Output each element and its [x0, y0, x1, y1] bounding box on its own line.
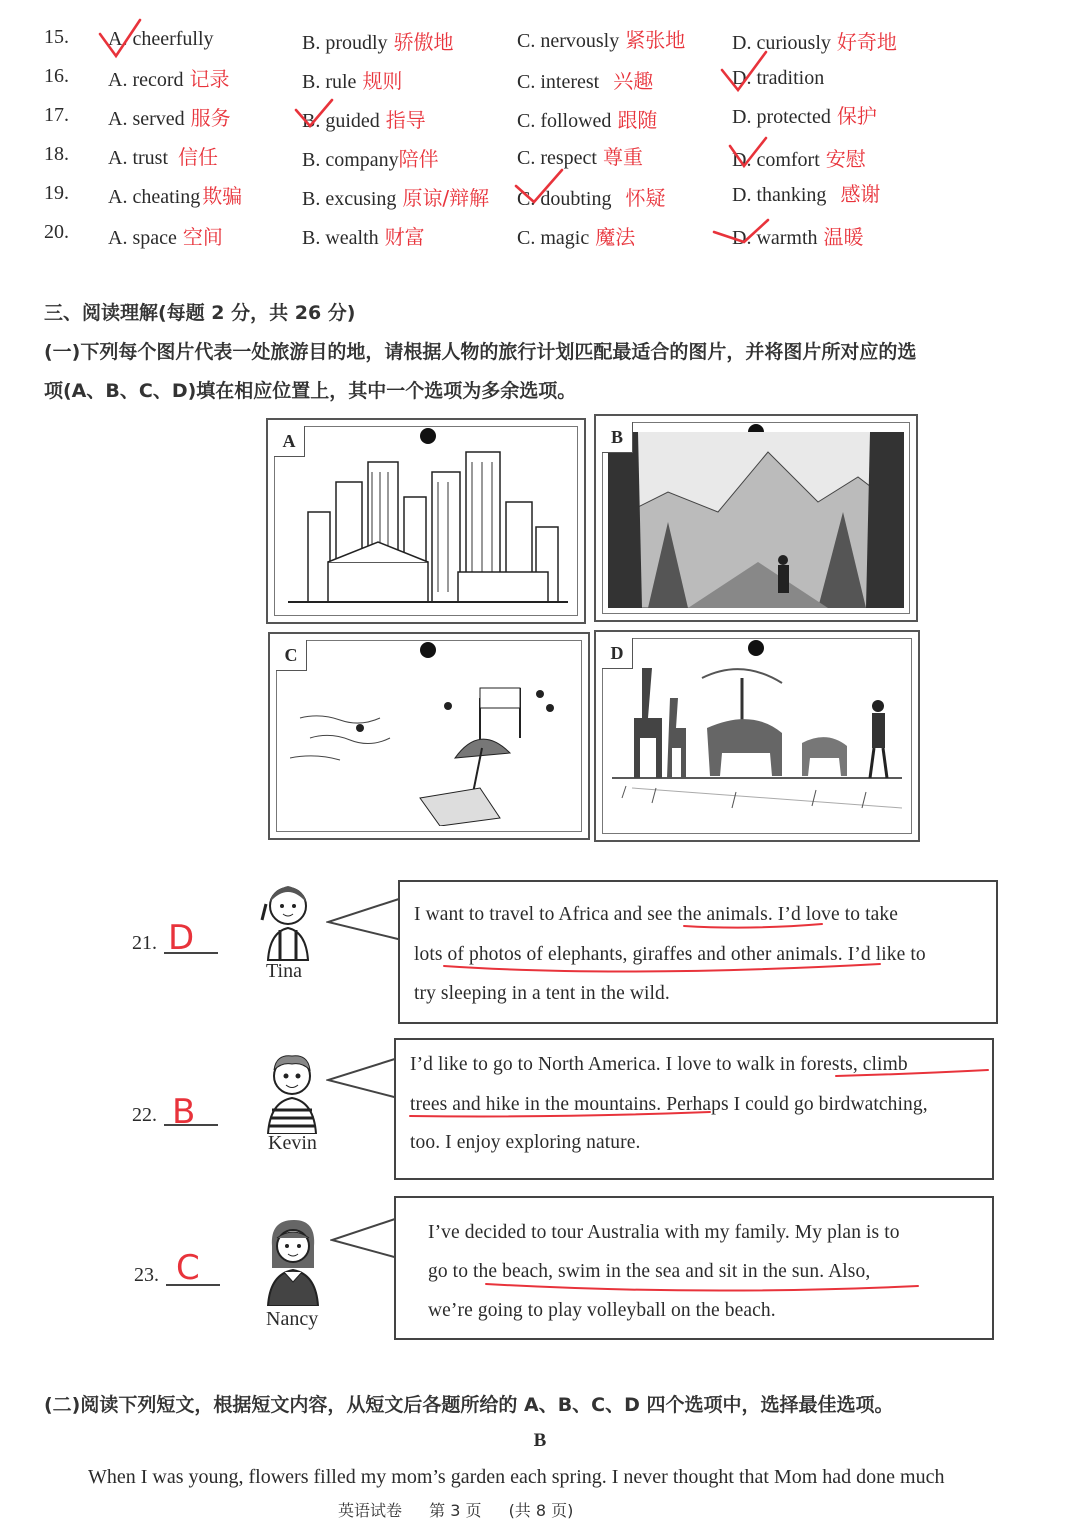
passage-title: B [533, 1430, 547, 1451]
person-name: Nancy [266, 1308, 319, 1330]
instruction-line: 项(A、B、C、D)填在相应位置上，其中一个选项为多余选项。 [44, 380, 577, 402]
bubble-text: trees and hike in the mountains. Perhaps I could go birdwatching, [410, 1094, 928, 1115]
picture-d-safari [594, 630, 920, 842]
question-number: 19. [44, 182, 69, 204]
option-d: D. thanking 感谢 [732, 182, 881, 206]
check-mark-icon [516, 170, 562, 202]
check-mark-icon [722, 52, 766, 90]
bubble-text: too. I enjoy exploring nature. [410, 1132, 641, 1153]
option-a: A. cheating 欺骗 [108, 184, 243, 208]
option-d: D. comfort 安慰 [732, 147, 866, 171]
bubble-text: I’d like to go to North America. I love to walk in forests, climb [410, 1054, 908, 1075]
option-a: A. space 空间 [108, 225, 223, 249]
picture-a-city [266, 418, 586, 624]
bubble-text: lots of photos of elephants, giraffes and other animals. I’d like to [414, 944, 926, 965]
option-c: C. doubting 怀疑 [517, 186, 666, 210]
picture-label: B [602, 422, 633, 453]
option-b: B. guided 指导 [302, 108, 426, 132]
check-mark-icon [100, 20, 140, 56]
bubble-text: we’re going to play volleyball on the beach. [428, 1300, 776, 1321]
section-title: 三、阅读理解(每题 2 分，共 26 分) [44, 302, 356, 324]
picture-label: A [274, 426, 305, 457]
option-c: C. interest 兴趣 [517, 69, 654, 93]
picture-label: D [602, 638, 633, 669]
option-c: C. magic 魔法 [517, 225, 636, 249]
handwritten-answer: D [168, 918, 195, 958]
bubble-text: try sleeping in a tent in the wild. [414, 983, 670, 1004]
option-b: B. company陪伴 [302, 147, 439, 171]
picture-b-mountains [594, 414, 918, 622]
option-a: A. served 服务 [108, 106, 231, 130]
option-c: C. respect 尊重 [517, 145, 643, 169]
option-b: B. proudly 骄傲地 [302, 30, 454, 54]
option-b: B. excusing 原谅/辩解 [302, 186, 490, 210]
city-illustration [288, 442, 568, 610]
question-number: 15. [44, 26, 69, 48]
question-number: 18. [44, 143, 69, 165]
option-d: D. warmth 温暖 [732, 225, 864, 249]
bubble-text: I’ve decided to tour Australia with my family. My plan is to [428, 1222, 900, 1243]
question-number: 21. [132, 932, 157, 954]
bubble-text: I want to travel to Africa and see the animals. I’d love to take [414, 904, 898, 925]
answer-marks [0, 0, 1080, 260]
option-a: A. record 记录 [108, 67, 230, 91]
pin-icon [748, 640, 764, 656]
option-c: C. followed 跟随 [517, 108, 658, 132]
question-number: 16. [44, 65, 69, 87]
footer-total: (共 8 页) [508, 1501, 574, 1520]
safari-illustration [612, 658, 902, 828]
person-name: Tina [266, 960, 302, 982]
page-footer [338, 1498, 595, 1521]
picture-label: C [276, 640, 307, 671]
question-number: 22. [132, 1104, 157, 1126]
handwritten-answer: C [176, 1248, 200, 1288]
check-mark-icon [296, 100, 332, 126]
option-b: B. wealth 财富 [302, 225, 425, 249]
question-number: 23. [134, 1264, 159, 1286]
option-a: A. cheerfully [108, 28, 214, 50]
instruction-line: (一)下列每个图片代表一处旅游目的地，请根据人物的旅行计划匹配最适合的图片，并将图片所对应的选 [44, 341, 917, 363]
question-number: 20. [44, 221, 69, 243]
option-a: A. trust 信任 [108, 145, 218, 169]
option-b: B. rule 规则 [302, 69, 403, 93]
option-d: D. tradition [732, 67, 825, 89]
footer-page: 第 3 页 [429, 1501, 482, 1520]
question-number: 17. [44, 104, 69, 126]
underline-annotations [0, 860, 1080, 1300]
person-name: Kevin [268, 1132, 317, 1154]
bubble-text: go to the beach, swim in the sea and sit in the sun. Also, [428, 1261, 871, 1282]
check-mark-icon [730, 138, 766, 166]
handwritten-answer: B [172, 1092, 196, 1132]
instruction-line: (二)阅读下列短文，根据短文内容，从短文后各题所给的 A、B、C、D 四个选项中，选择最佳选项。 [44, 1394, 894, 1416]
pin-icon [420, 642, 436, 658]
beach-illustration [290, 658, 574, 826]
option-d: D. protected 保护 [732, 104, 877, 128]
option-d: D. curiously 好奇地 [732, 30, 897, 54]
footer-subject: 英语试卷 [338, 1501, 403, 1520]
picture-c-beach [268, 632, 590, 840]
option-c: C. nervously 紧张地 [517, 28, 686, 52]
passage-text: When I was young, flowers filled my mom’s garden each spring. I never thought that Mom had done much [88, 1466, 945, 1488]
check-mark-icon [714, 220, 768, 242]
mountain-forest-illustration [608, 432, 904, 608]
